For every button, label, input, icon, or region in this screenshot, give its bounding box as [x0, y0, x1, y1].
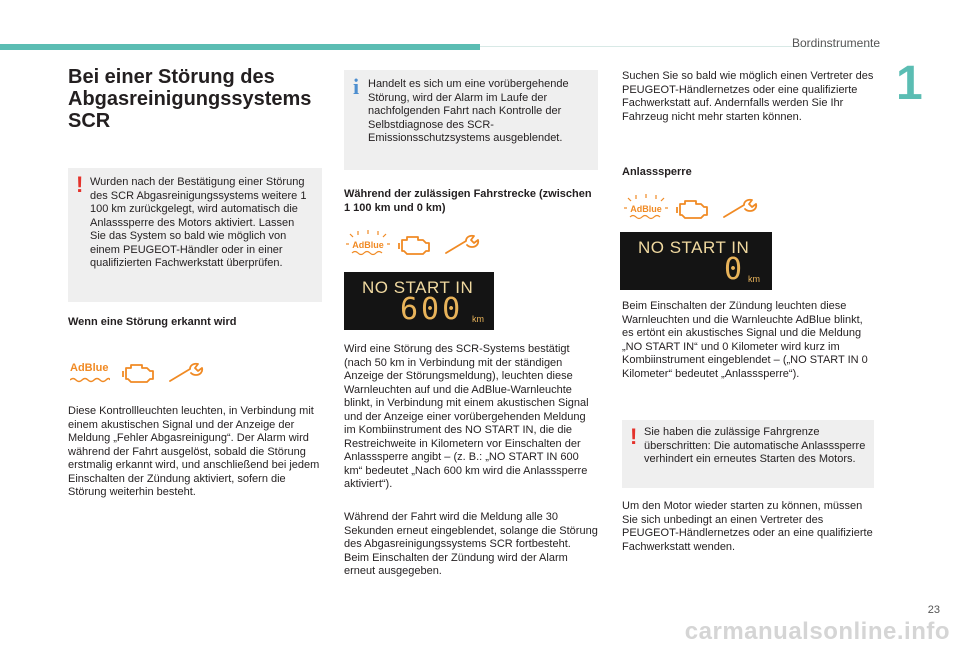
adblue-flash-icon — [624, 194, 668, 222]
warning-icon: ! — [630, 424, 638, 449]
svg-text:AdBlue: AdBlue — [352, 240, 384, 250]
wrench-icon — [168, 362, 206, 384]
warning-lamps-group — [624, 194, 764, 224]
no-start-display-0 — [620, 232, 772, 290]
chapter-number: 1 — [896, 57, 923, 110]
warning-icon: ! — [76, 172, 84, 197]
watermark: carmanualsonline.info — [684, 618, 950, 645]
wrench-icon — [444, 234, 482, 256]
display-value: 600 — [400, 292, 464, 327]
paragraph-message-repeat: Während der Fahrt wird die Meldung alle 30 Sekunden erneut eingeblendet, solange die Störung des Abgasreinigungssystems SCR fortbesteht. Beim Einschalten der Zündung wird der Alarm erneut ausgegeben. — [344, 511, 598, 577]
page-number: 23 — [927, 604, 940, 616]
subheading-permitted-distance: Während der zulässigen Fahrstrecke (zwischen 1 100 km und 0 km) — [344, 188, 592, 214]
svg-text:AdBlue: AdBlue — [630, 204, 662, 214]
paragraph-ignition-on: Beim Einschalten der Zündung leuchten diese Warnleuchten und die Warnleuchte AdBlue blinkt, es ertönt ein akustisches Signal und die Meldung „NO START IN“ und 0 Kilometer wird kurz im Kombiinstrument eingeblendet – („NO START IN 0 Kilometer“ bedeutet „Anlasssperre“). — [622, 300, 868, 380]
paragraph-error-detected: Diese Kontrollleuchten leuchten, in Verbindung mit einem akustischen Signal und der Anzeige der Meldung „Fehler Abgasreinigung“. Der Alarm wird während der Fahrt ausgelöst, sobald die Störung erstmalig erkannt wird, und anschließend bei jedem Einschalten der Zündung aktiviert, sofern die Störung weiterhin besteht. — [68, 405, 320, 498]
subheading-start-block: Anlasssperre — [622, 166, 692, 178]
warning-text: Sie haben die zulässige Fahrgrenze überschritten: Die automatische Anlasssperre verhindert ein erneutes Starten des Motors. — [644, 426, 866, 465]
wrench-icon — [722, 198, 760, 220]
adblue-flash-icon — [346, 230, 390, 258]
info-icon: i — [353, 74, 360, 99]
paragraph-scr-confirmed: Wird eine Störung des SCR-Systems bestätigt (nach 50 km in Verbindung mit der ständigen Anzeige der Störungsmeldung), leuchten diese Warnleuchten auf und die AdBlue-Warnleuchte blinkt, in Verbindung mit einem akustischen Signal und der Anzeige einer vorübergehenden Meldung im Kombiinstrument des NO START IN, die die Restreichweite in Kilometern vor Einschalten der Anlasssperre angibt – (z. B.: „NO START IN 600 km“ bedeutet „Nach 600 km wird die Anlasssperre aktiviert“). — [344, 343, 589, 490]
warning-box — [68, 168, 322, 302]
section-title: Bei einer Störung des Abgasreinigungssystems SCR — [68, 66, 312, 132]
engine-icon — [676, 196, 710, 222]
warning-text: Wurden nach der Bestätigung einer Störung des SCR Abgasreinigungssystems weitere 1 100 km zurückgelegt, wird automatisch die Anlasssperre des Motors aktiviert. Lassen Sie das System so bald wie möglich von einem PEUGEOT-Händler oder in einer qualifizierten Fachwerkstatt überprüfen. — [90, 176, 307, 269]
display-unit: km — [748, 274, 760, 284]
warning-lamps-group — [70, 360, 210, 390]
engine-icon — [398, 232, 432, 258]
display-value: 0 — [724, 252, 746, 287]
display-label: NO START IN — [362, 278, 474, 297]
chapter-title: Bordinstrumente — [791, 36, 880, 50]
paragraph-restart-engine: Um den Motor wieder starten zu können, müssen Sie sich unbedingt an einen Vertreter des PEUGEOT-Händlernetzes oder an eine qualifizierte Fachwerkstatt wenden. — [622, 500, 873, 553]
info-text: Handelt es sich um eine vorübergehende Störung, wird der Alarm im Laufe der nachfolgenden Fahrt nach Kontrolle der Selbstdiagnose des SCR-Emissionsschutzsystems ausgeblendet. — [368, 78, 569, 144]
info-box — [344, 70, 598, 170]
no-start-display-600 — [344, 272, 494, 330]
adblue-wave-icon — [70, 377, 110, 383]
paragraph-contact-dealer: Suchen Sie so bald wie möglich einen Vertreter des PEUGEOT-Händlernetzes oder eine qualifizierte Fachwerkstatt auf. Andernfalls werden Sie Ihr Fahrzeug nicht mehr starten können. — [622, 70, 874, 123]
display-label: NO START IN — [638, 238, 750, 257]
adblue-icon: AdBlue — [70, 362, 109, 374]
warning-lamps-group — [346, 230, 486, 260]
subheading-error-detected: Wenn eine Störung erkannt wird — [68, 316, 237, 328]
header-accent-bar — [0, 44, 480, 50]
display-unit: km — [472, 314, 484, 324]
engine-icon — [122, 360, 156, 386]
warning-box — [622, 420, 874, 488]
